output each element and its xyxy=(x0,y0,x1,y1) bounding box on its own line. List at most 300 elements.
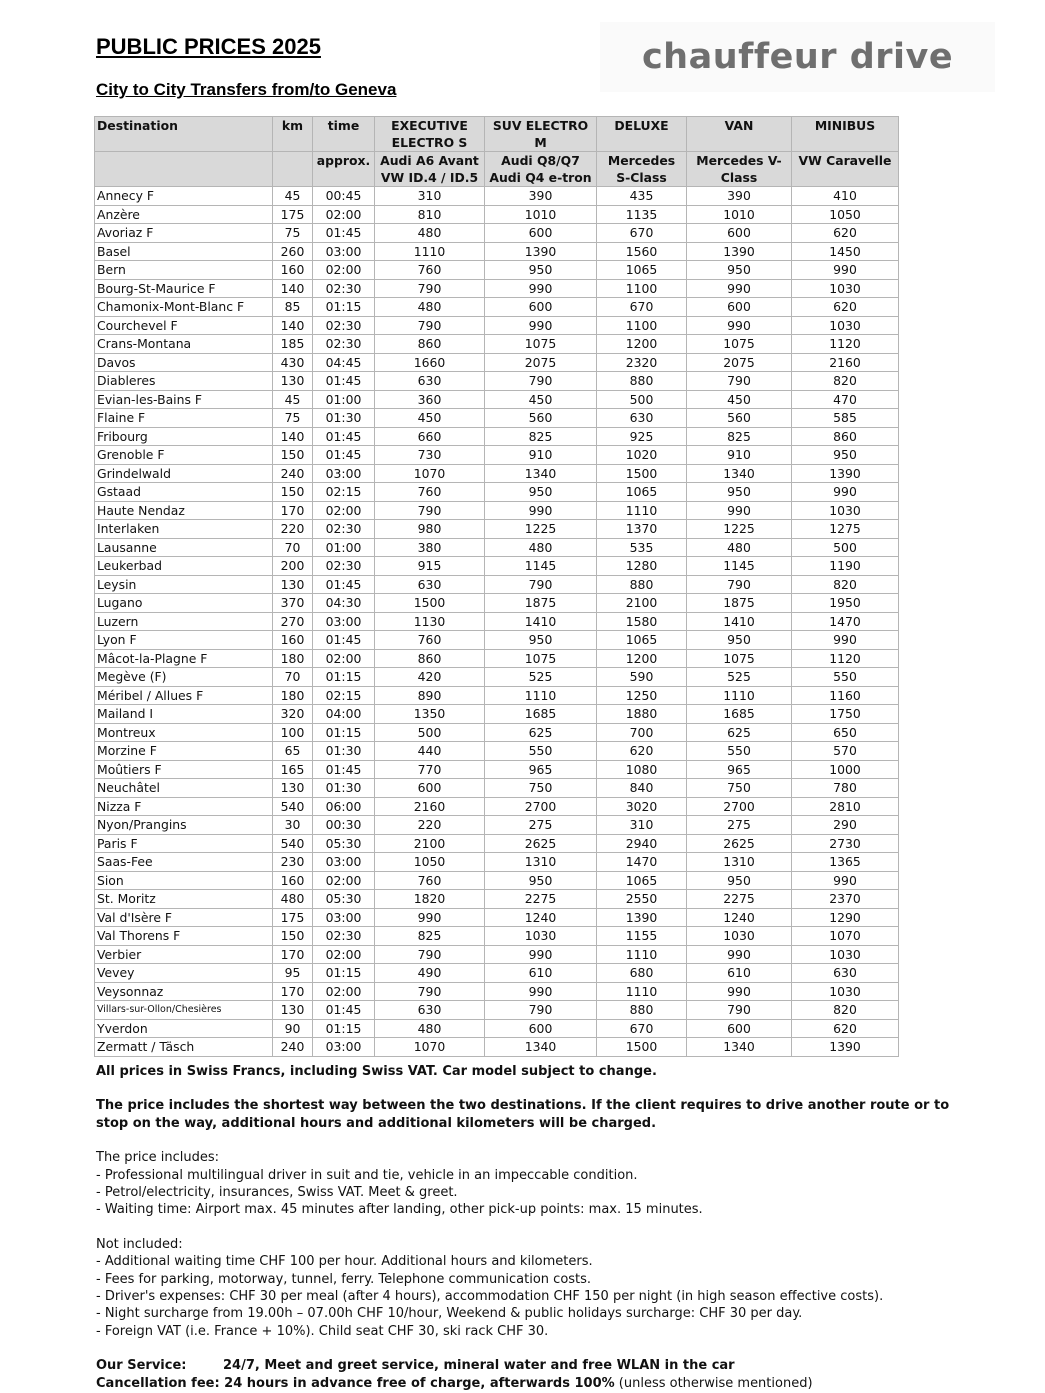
value-cell: 990 xyxy=(687,945,792,964)
table-row xyxy=(95,945,899,964)
destination-cell: Basel xyxy=(95,242,273,261)
value-cell: 990 xyxy=(485,279,597,298)
price-table xyxy=(94,116,899,1057)
value-cell: 670 xyxy=(597,224,687,243)
value-cell: 1340 xyxy=(485,464,597,483)
value-cell: 02:15 xyxy=(313,483,375,502)
value-cell: 585 xyxy=(792,409,899,428)
value-cell: 1110 xyxy=(375,242,485,261)
value-cell: 1950 xyxy=(792,594,899,613)
value-cell: 1200 xyxy=(597,649,687,668)
value-cell: 550 xyxy=(687,742,792,761)
value-cell: 2810 xyxy=(792,797,899,816)
value-cell: 825 xyxy=(485,427,597,446)
value-cell: 2320 xyxy=(597,353,687,372)
value-cell: 660 xyxy=(375,427,485,446)
value-cell: 02:00 xyxy=(313,205,375,224)
value-cell: 600 xyxy=(687,224,792,243)
value-cell: 860 xyxy=(375,649,485,668)
destination-cell: Annecy F xyxy=(95,187,273,206)
value-cell: 790 xyxy=(375,982,485,1001)
value-cell: 950 xyxy=(687,483,792,502)
value-cell: 1030 xyxy=(792,501,899,520)
value-cell: 525 xyxy=(485,668,597,687)
value-cell: 790 xyxy=(687,1001,792,1020)
destination-cell: Lausanne xyxy=(95,538,273,557)
value-cell: 70 xyxy=(273,538,313,557)
value-cell: 670 xyxy=(597,298,687,317)
destination-cell: Lyon F xyxy=(95,631,273,650)
destination-cell: Flaine F xyxy=(95,409,273,428)
header-cell: VAN xyxy=(687,117,792,152)
excluded-title: Not included: xyxy=(96,1236,183,1252)
value-cell: 01:30 xyxy=(313,779,375,798)
includes-item: - Petrol/electricity, insurances, Swiss VAT. Meet & greet. xyxy=(96,1185,458,1201)
value-cell: 1290 xyxy=(792,908,899,927)
table-row xyxy=(95,890,899,909)
value-cell: 1580 xyxy=(597,612,687,631)
value-cell: 1500 xyxy=(597,1038,687,1057)
value-cell: 1075 xyxy=(687,649,792,668)
value-cell: 220 xyxy=(273,520,313,539)
subheader-cell xyxy=(273,152,313,187)
value-cell: 990 xyxy=(687,279,792,298)
table-row xyxy=(95,964,899,983)
value-cell: 2625 xyxy=(485,834,597,853)
value-cell: 500 xyxy=(597,390,687,409)
value-cell: 1020 xyxy=(597,446,687,465)
value-cell: 320 xyxy=(273,705,313,724)
cancellation-line xyxy=(96,1375,976,1392)
value-cell: 275 xyxy=(485,816,597,835)
destination-cell: Veysonnaz xyxy=(95,982,273,1001)
value-cell: 1280 xyxy=(597,557,687,576)
value-cell: 160 xyxy=(273,871,313,890)
value-cell: 790 xyxy=(375,945,485,964)
section-title: City to City Transfers from/to Geneva xyxy=(96,80,397,99)
value-cell: 840 xyxy=(597,779,687,798)
value-cell: 06:00 xyxy=(313,797,375,816)
table-row xyxy=(95,779,899,798)
value-cell: 390 xyxy=(485,187,597,206)
value-cell: 1560 xyxy=(597,242,687,261)
value-cell: 01:00 xyxy=(313,538,375,557)
value-cell: 990 xyxy=(485,982,597,1001)
value-cell: 01:45 xyxy=(313,575,375,594)
value-cell: 05:30 xyxy=(313,834,375,853)
table-row xyxy=(95,982,899,1001)
destination-cell: Sion xyxy=(95,871,273,890)
value-cell: 03:00 xyxy=(313,612,375,631)
value-cell: 45 xyxy=(273,390,313,409)
header-cell: DELUXE xyxy=(597,117,687,152)
value-cell: 1685 xyxy=(485,705,597,724)
value-cell: 1010 xyxy=(485,205,597,224)
value-cell: 1470 xyxy=(597,853,687,872)
value-cell: 1660 xyxy=(375,353,485,372)
value-cell: 760 xyxy=(375,871,485,890)
value-cell: 03:00 xyxy=(313,242,375,261)
value-cell: 1410 xyxy=(687,612,792,631)
value-cell: 990 xyxy=(687,982,792,1001)
value-cell: 625 xyxy=(687,723,792,742)
destination-cell: Val d'Isère F xyxy=(95,908,273,927)
destination-cell: Bern xyxy=(95,261,273,280)
value-cell: 1880 xyxy=(597,705,687,724)
table-row xyxy=(95,501,899,520)
value-cell: 1075 xyxy=(485,335,597,354)
destination-cell: Zermatt / Täsch xyxy=(95,1038,273,1057)
table-row xyxy=(95,335,899,354)
table-row xyxy=(95,668,899,687)
value-cell: 990 xyxy=(485,501,597,520)
value-cell: 04:30 xyxy=(313,594,375,613)
value-cell: 130 xyxy=(273,779,313,798)
excluded-item: - Night surcharge from 19.00h – 07.00h CHF 10/hour, Weekend & public holidays surcharge: CHF 30 per day. xyxy=(96,1306,803,1322)
value-cell: 370 xyxy=(273,594,313,613)
table-row xyxy=(95,871,899,890)
value-cell: 1075 xyxy=(485,649,597,668)
destination-cell: Evian-les-Bains F xyxy=(95,390,273,409)
value-cell: 500 xyxy=(792,538,899,557)
value-cell: 1750 xyxy=(792,705,899,724)
value-cell: 1110 xyxy=(597,945,687,964)
value-cell: 480 xyxy=(375,224,485,243)
value-cell: 01:45 xyxy=(313,427,375,446)
value-cell: 730 xyxy=(375,446,485,465)
value-cell: 890 xyxy=(375,686,485,705)
value-cell: 750 xyxy=(485,779,597,798)
value-cell: 990 xyxy=(792,871,899,890)
value-cell: 540 xyxy=(273,834,313,853)
value-cell: 165 xyxy=(273,760,313,779)
value-cell: 1030 xyxy=(687,927,792,946)
value-cell: 390 xyxy=(687,187,792,206)
value-cell: 1340 xyxy=(687,1038,792,1057)
page-title: PUBLIC PRICES 2025 xyxy=(96,34,321,59)
value-cell: 1050 xyxy=(792,205,899,224)
value-cell: 03:00 xyxy=(313,853,375,872)
value-cell: 275 xyxy=(687,816,792,835)
value-cell: 600 xyxy=(485,224,597,243)
destination-cell: Leysin xyxy=(95,575,273,594)
company-logo: chauffeur drive xyxy=(600,22,995,92)
value-cell: 950 xyxy=(687,631,792,650)
value-cell: 790 xyxy=(375,316,485,335)
header-cell: EXECUTIVE ELECTRO S xyxy=(375,117,485,152)
value-cell: 910 xyxy=(687,446,792,465)
excluded-item: - Additional waiting time CHF 100 per hour. Additional hours and kilometers. xyxy=(96,1254,593,1270)
value-cell: 2700 xyxy=(485,797,597,816)
value-cell: 550 xyxy=(485,742,597,761)
value-cell: 310 xyxy=(375,187,485,206)
header-cell: SUV ELECTRO M xyxy=(485,117,597,152)
value-cell: 540 xyxy=(273,797,313,816)
destination-cell: Grindelwald xyxy=(95,464,273,483)
value-cell: 90 xyxy=(273,1019,313,1038)
value-cell: 1010 xyxy=(687,205,792,224)
value-cell: 65 xyxy=(273,742,313,761)
table-row xyxy=(95,316,899,335)
value-cell: 2275 xyxy=(687,890,792,909)
value-cell: 560 xyxy=(485,409,597,428)
value-cell: 1155 xyxy=(597,927,687,946)
value-cell: 1390 xyxy=(485,242,597,261)
value-cell: 1100 xyxy=(597,279,687,298)
value-cell: 610 xyxy=(485,964,597,983)
value-cell: 02:30 xyxy=(313,927,375,946)
table-row xyxy=(95,483,899,502)
header-cell: Destination xyxy=(95,117,273,152)
value-cell: 620 xyxy=(792,1019,899,1038)
value-cell: 1145 xyxy=(687,557,792,576)
value-cell: 1160 xyxy=(792,686,899,705)
value-cell: 1030 xyxy=(792,316,899,335)
value-cell: 410 xyxy=(792,187,899,206)
value-cell: 600 xyxy=(687,1019,792,1038)
destination-cell: Nyon/Prangins xyxy=(95,816,273,835)
destination-cell: Mailand I xyxy=(95,705,273,724)
value-cell: 770 xyxy=(375,760,485,779)
value-cell: 260 xyxy=(273,242,313,261)
destination-cell: Chamonix-Mont-Blanc F xyxy=(95,298,273,317)
destination-cell: Anzère xyxy=(95,205,273,224)
value-cell: 630 xyxy=(375,575,485,594)
subheader-cell: VW Caravelle xyxy=(792,152,899,187)
value-cell: 670 xyxy=(597,1019,687,1038)
value-cell: 490 xyxy=(375,964,485,983)
excluded-item: - Driver's expenses: CHF 30 per meal (after 4 hours), accommodation CHF 150 per night (in high season effective costs). xyxy=(96,1289,884,1305)
value-cell: 1500 xyxy=(375,594,485,613)
value-cell: 2100 xyxy=(597,594,687,613)
value-cell: 500 xyxy=(375,723,485,742)
table-row xyxy=(95,612,899,631)
value-cell: 75 xyxy=(273,409,313,428)
table-row xyxy=(95,594,899,613)
value-cell: 02:00 xyxy=(313,501,375,520)
value-cell: 1000 xyxy=(792,760,899,779)
destination-cell: Vevey xyxy=(95,964,273,983)
value-cell: 230 xyxy=(273,853,313,872)
value-cell: 630 xyxy=(375,372,485,391)
value-cell: 05:30 xyxy=(313,890,375,909)
table-row xyxy=(95,205,899,224)
value-cell: 880 xyxy=(597,372,687,391)
value-cell: 1100 xyxy=(597,316,687,335)
value-cell: 1225 xyxy=(687,520,792,539)
value-cell: 02:30 xyxy=(313,335,375,354)
notes xyxy=(96,1063,976,1392)
value-cell: 00:30 xyxy=(313,816,375,835)
header-cell: MINIBUS xyxy=(792,117,899,152)
value-cell: 380 xyxy=(375,538,485,557)
value-cell: 550 xyxy=(792,668,899,687)
value-cell: 1450 xyxy=(792,242,899,261)
value-cell: 810 xyxy=(375,205,485,224)
value-cell: 02:30 xyxy=(313,316,375,335)
value-cell: 1390 xyxy=(792,464,899,483)
value-cell: 780 xyxy=(792,779,899,798)
value-cell: 470 xyxy=(792,390,899,409)
value-cell: 1875 xyxy=(687,594,792,613)
destination-cell: Montreux xyxy=(95,723,273,742)
value-cell: 00:45 xyxy=(313,187,375,206)
destination-cell: Luzern xyxy=(95,612,273,631)
value-cell: 1350 xyxy=(375,705,485,724)
table-row xyxy=(95,446,899,465)
value-cell: 85 xyxy=(273,298,313,317)
table-row xyxy=(95,279,899,298)
value-cell: 760 xyxy=(375,483,485,502)
destination-cell: Diableres xyxy=(95,372,273,391)
table-row xyxy=(95,631,899,650)
value-cell: 1390 xyxy=(792,1038,899,1057)
table-row xyxy=(95,261,899,280)
value-cell: 1110 xyxy=(687,686,792,705)
table-row xyxy=(95,538,899,557)
value-cell: 1250 xyxy=(597,686,687,705)
value-cell: 1470 xyxy=(792,612,899,631)
value-cell: 480 xyxy=(687,538,792,557)
value-cell: 420 xyxy=(375,668,485,687)
value-cell: 950 xyxy=(485,483,597,502)
value-cell: 535 xyxy=(597,538,687,557)
value-cell: 950 xyxy=(485,871,597,890)
value-cell: 150 xyxy=(273,483,313,502)
destination-cell: Mâcot-la-Plagne F xyxy=(95,649,273,668)
table-row xyxy=(95,853,899,872)
cancellation-text: Cancellation fee: 24 hours in advance free of charge, afterwards 100% xyxy=(96,1375,615,1391)
value-cell: 1080 xyxy=(597,760,687,779)
destination-cell: Courchevel F xyxy=(95,316,273,335)
value-cell: 180 xyxy=(273,686,313,705)
value-cell: 1340 xyxy=(485,1038,597,1057)
value-cell: 790 xyxy=(485,1001,597,1020)
value-cell: 990 xyxy=(792,261,899,280)
value-cell: 525 xyxy=(687,668,792,687)
table-row xyxy=(95,649,899,668)
value-cell: 620 xyxy=(792,298,899,317)
value-cell: 130 xyxy=(273,372,313,391)
value-cell: 990 xyxy=(485,316,597,335)
destination-cell: Gstaad xyxy=(95,483,273,502)
value-cell: 1030 xyxy=(792,945,899,964)
value-cell: 620 xyxy=(597,742,687,761)
value-cell: 02:30 xyxy=(313,279,375,298)
value-cell: 760 xyxy=(375,261,485,280)
excluded-item: - Foreign VAT (i.e. France + 10%). Child seat CHF 30, ski rack CHF 30. xyxy=(96,1323,549,1339)
table-header-row xyxy=(95,117,899,152)
value-cell: 240 xyxy=(273,1038,313,1057)
includes-item: - Professional multilingual driver in suit and tie, vehicle in an impeccable condition. xyxy=(96,1167,638,1183)
value-cell: 1030 xyxy=(485,927,597,946)
value-cell: 1065 xyxy=(597,871,687,890)
table-row xyxy=(95,409,899,428)
value-cell: 790 xyxy=(375,501,485,520)
destination-cell: Fribourg xyxy=(95,427,273,446)
value-cell: 01:45 xyxy=(313,446,375,465)
table-row xyxy=(95,353,899,372)
value-cell: 1030 xyxy=(792,982,899,1001)
value-cell: 435 xyxy=(597,187,687,206)
value-cell: 2940 xyxy=(597,834,687,853)
value-cell: 1050 xyxy=(375,853,485,872)
value-cell: 01:45 xyxy=(313,631,375,650)
route-note: The price includes the shortest way between the two destinations. If the client requires to drive another route or to stop on the way, additional hours and additional kilometers will be charged. xyxy=(96,1098,950,1131)
value-cell: 01:00 xyxy=(313,390,375,409)
includes-title: The price includes: xyxy=(96,1150,220,1166)
value-cell: 310 xyxy=(597,816,687,835)
destination-cell: Bourg-St-Maurice F xyxy=(95,279,273,298)
value-cell: 630 xyxy=(597,409,687,428)
value-cell: 1225 xyxy=(485,520,597,539)
value-cell: 2160 xyxy=(375,797,485,816)
value-cell: 170 xyxy=(273,501,313,520)
table-row xyxy=(95,797,899,816)
value-cell: 1110 xyxy=(597,501,687,520)
value-cell: 02:00 xyxy=(313,945,375,964)
value-cell: 860 xyxy=(792,427,899,446)
value-cell: 220 xyxy=(375,816,485,835)
value-cell: 2160 xyxy=(792,353,899,372)
value-cell: 570 xyxy=(792,742,899,761)
destination-cell: Villars-sur-Ollon/Chesières xyxy=(95,1001,273,1020)
value-cell: 150 xyxy=(273,446,313,465)
value-cell: 560 xyxy=(687,409,792,428)
value-cell: 01:15 xyxy=(313,723,375,742)
value-cell: 03:00 xyxy=(313,1038,375,1057)
value-cell: 1110 xyxy=(597,982,687,1001)
value-cell: 1135 xyxy=(597,205,687,224)
value-cell: 450 xyxy=(687,390,792,409)
value-cell: 01:15 xyxy=(313,668,375,687)
value-cell: 990 xyxy=(792,483,899,502)
table-row xyxy=(95,464,899,483)
value-cell: 02:00 xyxy=(313,871,375,890)
service-line xyxy=(96,1357,976,1374)
table-row xyxy=(95,927,899,946)
value-cell: 01:15 xyxy=(313,964,375,983)
value-cell: 175 xyxy=(273,205,313,224)
value-cell: 600 xyxy=(375,779,485,798)
value-cell: 620 xyxy=(792,224,899,243)
destination-cell: Leukerbad xyxy=(95,557,273,576)
cancellation-note: (unless otherwise mentioned) xyxy=(618,1375,813,1391)
value-cell: 1110 xyxy=(485,686,597,705)
destination-cell: Saas-Fee xyxy=(95,853,273,872)
value-cell: 950 xyxy=(687,261,792,280)
value-cell: 140 xyxy=(273,427,313,446)
value-cell: 270 xyxy=(273,612,313,631)
value-cell: 965 xyxy=(687,760,792,779)
value-cell: 170 xyxy=(273,945,313,964)
value-cell: 1240 xyxy=(687,908,792,927)
destination-cell: Davos xyxy=(95,353,273,372)
subheader-cell: approx. xyxy=(313,152,375,187)
value-cell: 480 xyxy=(273,890,313,909)
destination-cell: Grenoble F xyxy=(95,446,273,465)
value-cell: 2370 xyxy=(792,890,899,909)
value-cell: 1120 xyxy=(792,335,899,354)
value-cell: 860 xyxy=(375,335,485,354)
table-row xyxy=(95,520,899,539)
value-cell: 700 xyxy=(597,723,687,742)
table-row xyxy=(95,760,899,779)
value-cell: 1190 xyxy=(792,557,899,576)
value-cell: 980 xyxy=(375,520,485,539)
service-label: Our Service: xyxy=(96,1358,187,1374)
value-cell: 480 xyxy=(375,298,485,317)
